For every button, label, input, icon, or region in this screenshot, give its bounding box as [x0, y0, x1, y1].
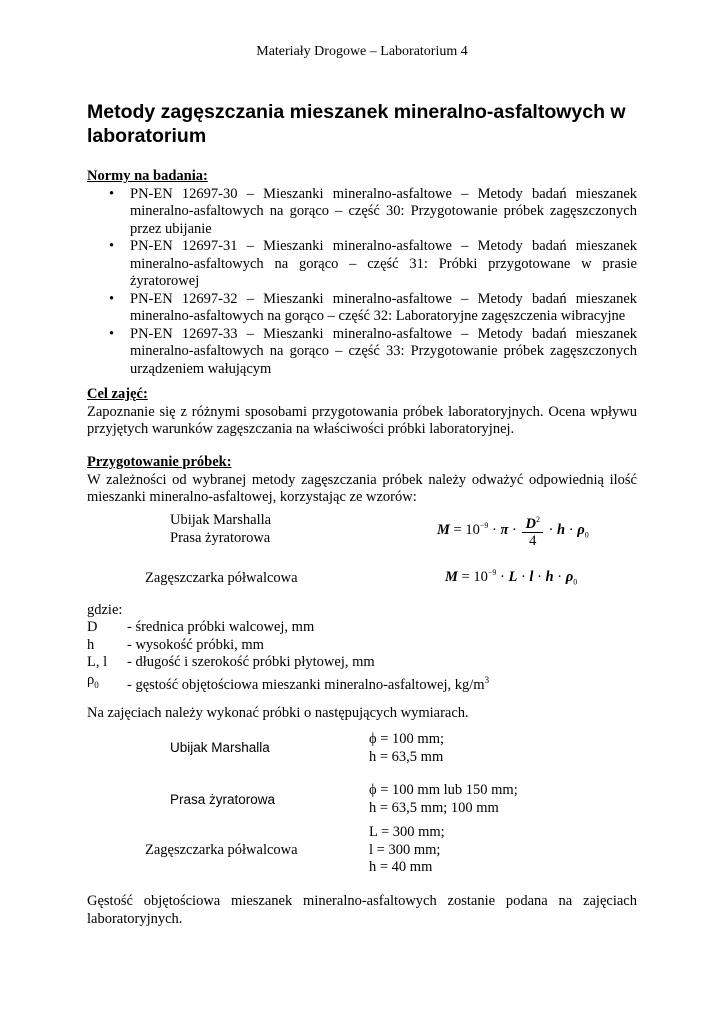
method-marshall-label: Ubijak Marshalla	[170, 512, 272, 528]
dim-values-gyratory: ϕ = 100 mm lub 150 mm; h = 63,5 mm; 100 mm	[369, 782, 518, 816]
formula-slab: $M = 10^{-9} \cdot L \cdot l \cdot h \cdot \rho_0$	[445, 568, 578, 587]
norms-section	[87, 168, 637, 378]
where-label: gdzie:	[87, 602, 123, 618]
dimensions-intro: Na zajęciach należy wykonać próbki o następujących wymiarach.	[87, 705, 469, 721]
dim-values-roller: L = 300 mm; l = 300 mm; h = 40 mm	[369, 824, 445, 875]
preparation-section	[87, 454, 637, 507]
bullet-icon: •	[109, 290, 115, 307]
goal-section	[87, 386, 637, 439]
goal-text: Zapoznanie się z różnymi sposobami przygotowania próbek laboratoryjnych. Ocena wpływu przyjętych warunków zagęszczania na właściwości próbki laboratoryjnej.	[87, 403, 637, 437]
method-roller-label: Zagęszczarka półwalcowa	[145, 570, 298, 586]
dim-method-marshall: Ubijak Marshalla	[170, 740, 270, 755]
preparation-text: W zależności od wybranej metody zagęszczania próbek należy odważyć odpowiednią ilość mieszanki mineralno-asfaltowej, korzystając ze wzorów:	[87, 471, 637, 505]
dim-method-roller: Zagęszczarka półwalcowa	[145, 842, 298, 858]
goal-heading: Cel zajęć:	[87, 386, 148, 402]
formula-cylinder: $M = 10^{-9} \cdot \pi$ · $\frac{D^2}{4}$ · $h \cdot \rho_0$	[437, 512, 589, 549]
norm-item: • PN-EN 12697-33 – Mieszanki mineralno-asfaltowe – Metody badań mieszanek mineralno-asfaltowych na gorąco – część 33: Przygotowanie próbek zagęszczonych urządzeniem wałującym	[109, 325, 637, 377]
norms-list	[87, 186, 637, 379]
bullet-icon: •	[109, 238, 115, 254]
symbol-row: h - wysokość próbki, mm	[87, 636, 264, 653]
method-gyratory-label: Prasa żyratorowa	[170, 530, 271, 546]
norms-heading: Normy na badania:	[87, 168, 208, 184]
symbol-row: $\rho_0$ - gęstość objętościowa mieszanki mineralno-asfaltowej, $kg/m^3$	[87, 671, 490, 693]
symbols-table	[87, 619, 489, 694]
bullet-icon: •	[109, 185, 115, 202]
document-title: Metody zagęszczania mieszanek mineralno-asfaltowych w laboratorium	[87, 101, 626, 147]
dim-method-gyratory: Prasa żyratorowa	[170, 792, 276, 807]
norm-item: • PN-EN 12697-30 – Mieszanki mineralno-asfaltowe – Metody badań mieszanek mineralno-asfaltowych na gorąco – część 30: Przygotowanie próbek zagęszczonych przez ubijanie	[109, 185, 637, 237]
running-header: Materiały Drogowe – Laboratorium 4	[256, 44, 468, 59]
norm-item: • PN-EN 12697-32 – Mieszanki mineralno-asfaltowe – Metody badań mieszanek mineralno-asfaltowych na gorąco – część 32: Laboratoryjne zagęszczenia wibracyjne	[109, 290, 637, 324]
density-note: Gęstość objętościowa mieszanek mineralno-asfaltowych zostanie podana na zajęciach laboratoryjnych.	[87, 893, 637, 927]
fraction: $\frac{D^2}{4}$	[522, 512, 542, 549]
norm-item: • PN-EN 12697-31 – Mieszanki mineralno-asfaltowe – Metody badań mieszanek mineralno-asfaltowych na gorąco – część 31: Próbki przygotowane w prasie żyratorowej	[109, 238, 637, 289]
bullet-icon: •	[109, 325, 115, 342]
preparation-heading: Przygotowanie próbek:	[87, 454, 232, 470]
symbol-row: D - średnica próbki walcowej, mm	[87, 619, 315, 635]
dim-values-marshall: ϕ = 100 mm; h = 63,5 mm	[369, 731, 445, 765]
symbol-row: L, l - długość i szerokość próbki płytowej, mm	[87, 654, 375, 670]
